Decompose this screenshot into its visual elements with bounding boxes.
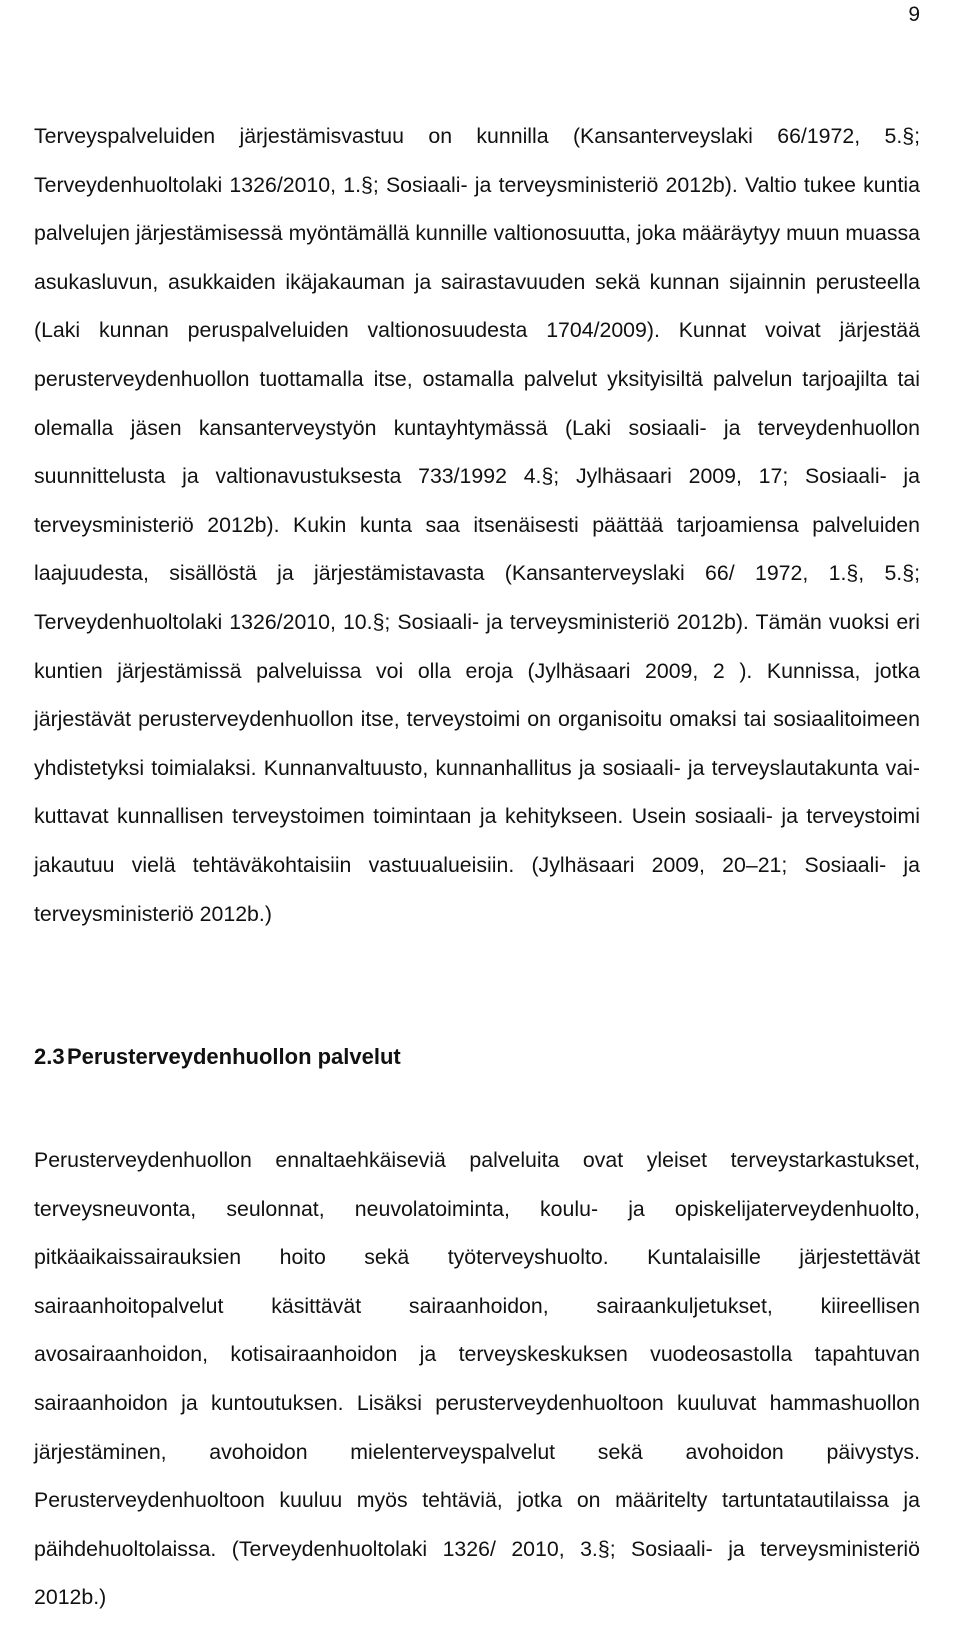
body-paragraph-1: Terveyspalveluiden järjestämisvastuu on kunnilla (Kansanterveyslaki 66/1972, 5.§; Terveydenhuoltolaki 1326/2010, 1.§; Sosiaali- ja terveysministeriö 2012b). Valtio tukee kuntia palvelujen järjestämisessä myöntämällä kunnille valtionosuutta, joka määräytyy muun muassa asukasluvun, asukkaiden ikäjakauman ja sairastavuuden sekä kunnan sijainnin perusteella (Laki kunnan peruspalveluiden valtionosuudesta 1704/2009). Kunnat voivat järjestää perusterveydenhuollon tuottamalla itse, ostamalla palvelut yksityisiltä palvelun tarjoajilta tai olemalla jäsen kansanterveystyön kuntayhtymässä (Laki sosiaali- ja terveydenhuollon suunnittelusta ja valtionavustuksesta 733/1992 4.§; Jylhäsaari 2009, 17; Sosiaali- ja terveysministeriö 2012b). Kukin kunta saa itsenäisesti päättää tarjoamiensa palveluiden laajuudesta, sisällöstä ja järjestämistavasta (Kansanterveyslaki 66/ 1972, 1.§, 5.§; Terveydenhuoltolaki 1326/2010, 10.§; Sosiaali- ja terveysministeriö 2012b). Tämän vuoksi eri kuntien järjestämissä palveluissa voi olla eroja (Jylhäsaari 2009, 2 ). Kunnissa, jotka järjestävät perusterveydenhuollon itse, terveystoimi on organisoitu omaksi tai sosiaalitoimeen yhdistetyksi toimialaksi. Kunnanvaltuusto, kunnanhallitus ja sosiaali- ja terveyslautakunta vaikuttavat kunnallisen terveystoimen toimintaan ja kehitykseen. Usein sosiaali- ja terveystoimi jakautuu vielä tehtäväkohtaisiin vastuualueisiin. (Jylhäsaari 2009, 20–21; Sosiaali- ja terveysministeriö 2012b.) bbox=[34, 124, 920, 926]
body-paragraph-2: Perusterveydenhuollon ennaltaehkäiseviä palveluita ovat yleiset terveystarkastukset, terveysneuvonta, seulonnat, neuvolatoiminta, koulu- ja opiskelijaterveydenhuolto, pitkäaikaissairauksien hoito sekä työterveyshuolto. Kuntalaisille järjestettävät sairaanhoitopalvelut käsittävät sairaanhoidon, sairaankuljetukset, kiireellisen avosairaanhoidon, kotisairaanhoidon ja terveyskeskuksen vuodeosastolla tapahtuvan sairaanhoidon ja kuntoutuksen. Lisäksi perusterveydenhuoltoon kuuluvat hammashuollon järjestäminen, avohoidon mielenterveyspalvelut sekä avohoidon päivystys. Perusterveydenhuoltoon kuuluu myös tehtäviä, jotka on määritelty tartuntatautilaissa ja päihdehuoltolaissa. (Terveydenhuoltolaki 1326/ 2010, 3.§; Sosiaali- ja terveysministeriö 2012b.) bbox=[34, 1148, 920, 1610]
page-number: 9 bbox=[908, 3, 920, 26]
section-number: 2.3 bbox=[34, 1044, 65, 1069]
section-title: Perusterveydenhuollon palvelut bbox=[67, 1044, 401, 1069]
section-heading bbox=[34, 1042, 401, 1072]
